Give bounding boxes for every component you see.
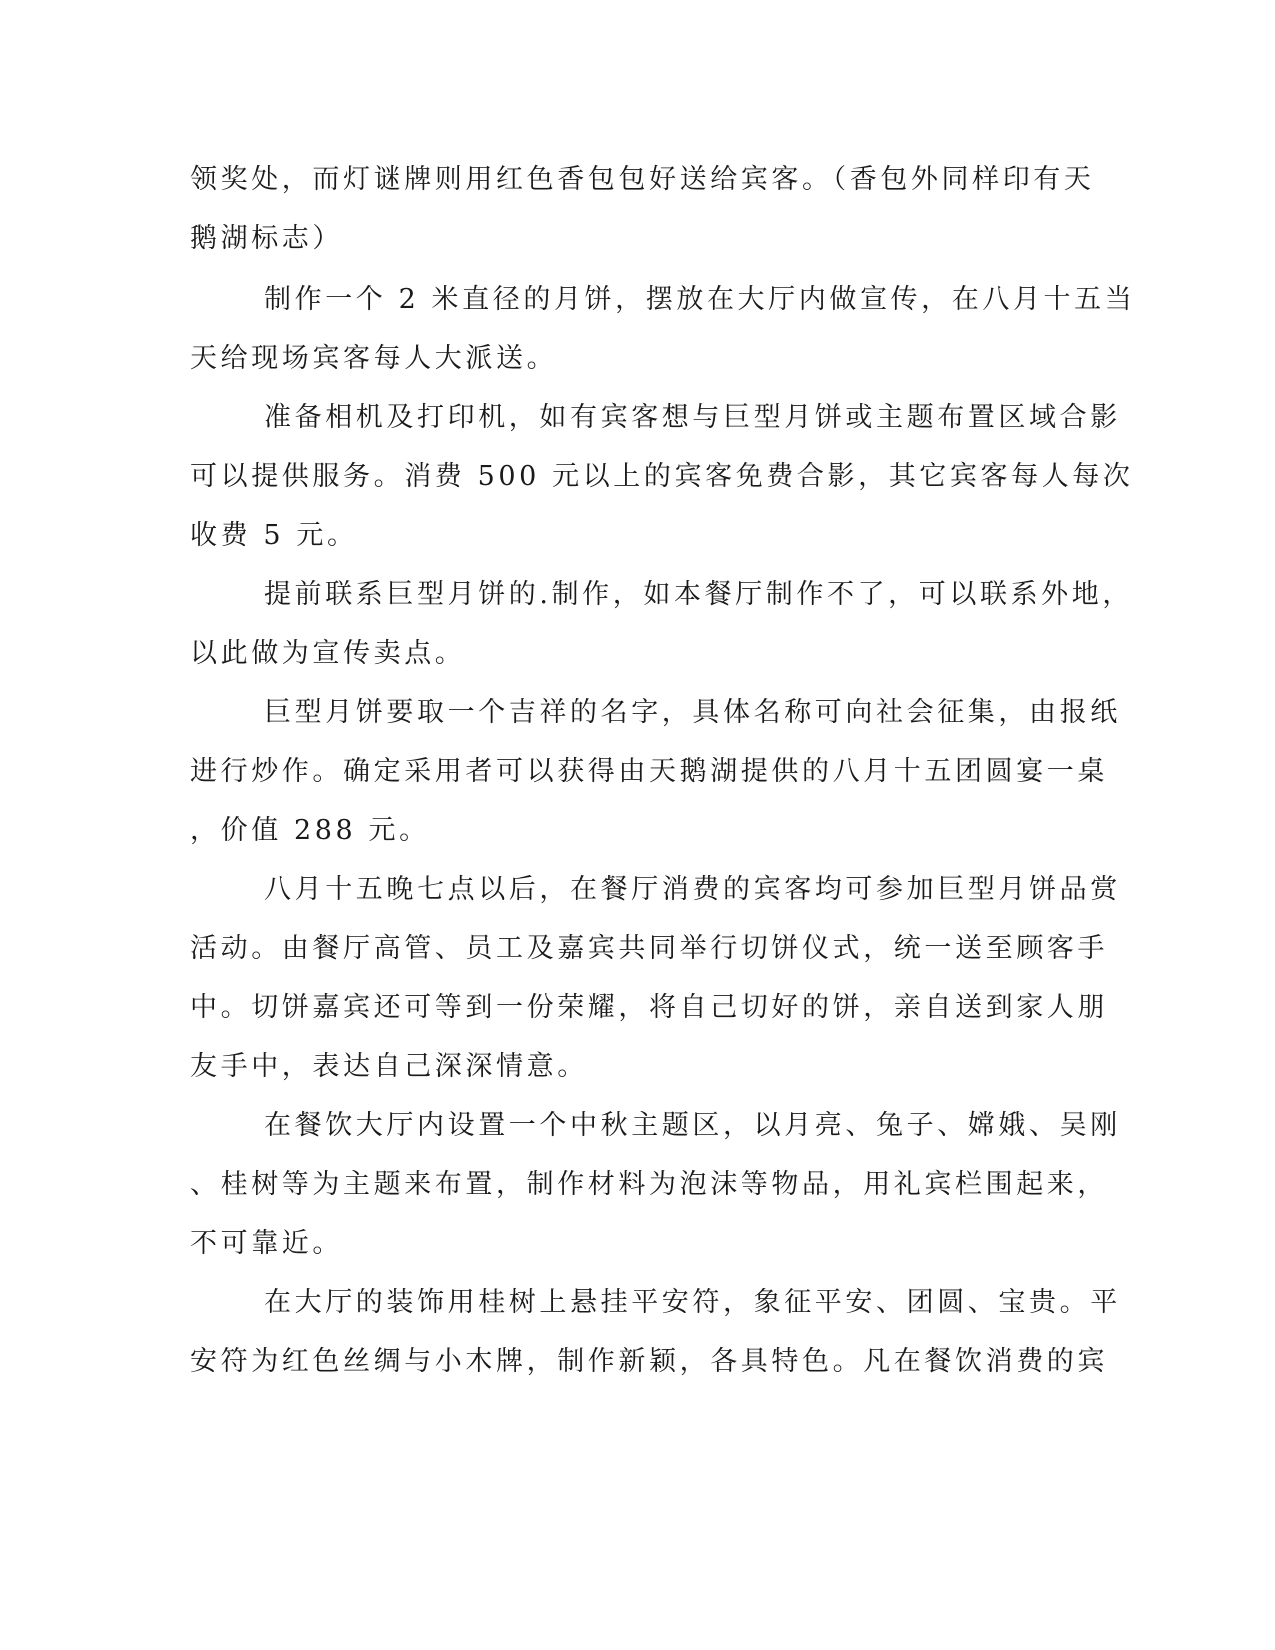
text-line: 友手中，表达自己深深情意。 xyxy=(190,1051,588,1082)
paragraph-start: 提前联系巨型月饼的.制作，如本餐厅制作不了，可以联系外地， xyxy=(264,579,1133,610)
paragraph-start: 八月十五晚七点以后，在餐厅消费的宾客均可参加巨型月饼品赏 xyxy=(264,874,1121,905)
text-line: 活动。由餐厅高管、员工及嘉宾共同举行切饼仪式，统一送至顾客手 xyxy=(190,933,1108,964)
text-line: 可以提供服务。消费 500 元以上的宾客免费合影，其它宾客每人每次 xyxy=(190,461,1134,492)
text-line: 安符为红色丝绸与小木牌，制作新颖，各具特色。凡在餐饮消费的宾 xyxy=(190,1346,1108,1377)
text-line: 鹅湖标志） xyxy=(190,223,343,254)
paragraph-start: 制作一个 2 米直径的月饼，摆放在大厅内做宣传，在八月十五当 xyxy=(264,284,1136,315)
text-line: ，价值 288 元。 xyxy=(190,815,430,846)
text-line: 天给现场宾客每人大派送。 xyxy=(190,343,558,374)
text-line: 、桂树等为主题来布置，制作材料为泡沫等物品，用礼宾栏围起来， xyxy=(190,1169,1108,1200)
paragraph-start: 巨型月饼要取一个吉祥的名字，具体名称可向社会征集，由报纸 xyxy=(264,697,1121,728)
paragraph-start: 在餐饮大厅内设置一个中秋主题区，以月亮、兔子、嫦娥、吴刚 xyxy=(264,1110,1121,1141)
text-line: 进行炒作。确定采用者可以获得由天鹅湖提供的八月十五团圆宴一桌 xyxy=(190,756,1108,787)
paragraph-start: 准备相机及打印机，如有宾客想与巨型月饼或主题布置区域合影 xyxy=(264,402,1121,433)
text-line: 以此做为宣传卖点。 xyxy=(190,638,466,669)
text-line: 领奖处，而灯谜牌则用红色香包包好送给宾客。（香包外同样印有天 xyxy=(190,164,1095,195)
text-line: 中。切饼嘉宾还可等到一份荣耀，将自己切好的饼，亲自送到家人朋 xyxy=(190,992,1108,1023)
paragraph-start: 在大厅的装饰用桂树上悬挂平安符，象征平安、团圆、宝贵。平 xyxy=(264,1287,1121,1318)
text-line: 不可靠近。 xyxy=(190,1228,343,1259)
text-line: 收费 5 元。 xyxy=(190,520,358,551)
